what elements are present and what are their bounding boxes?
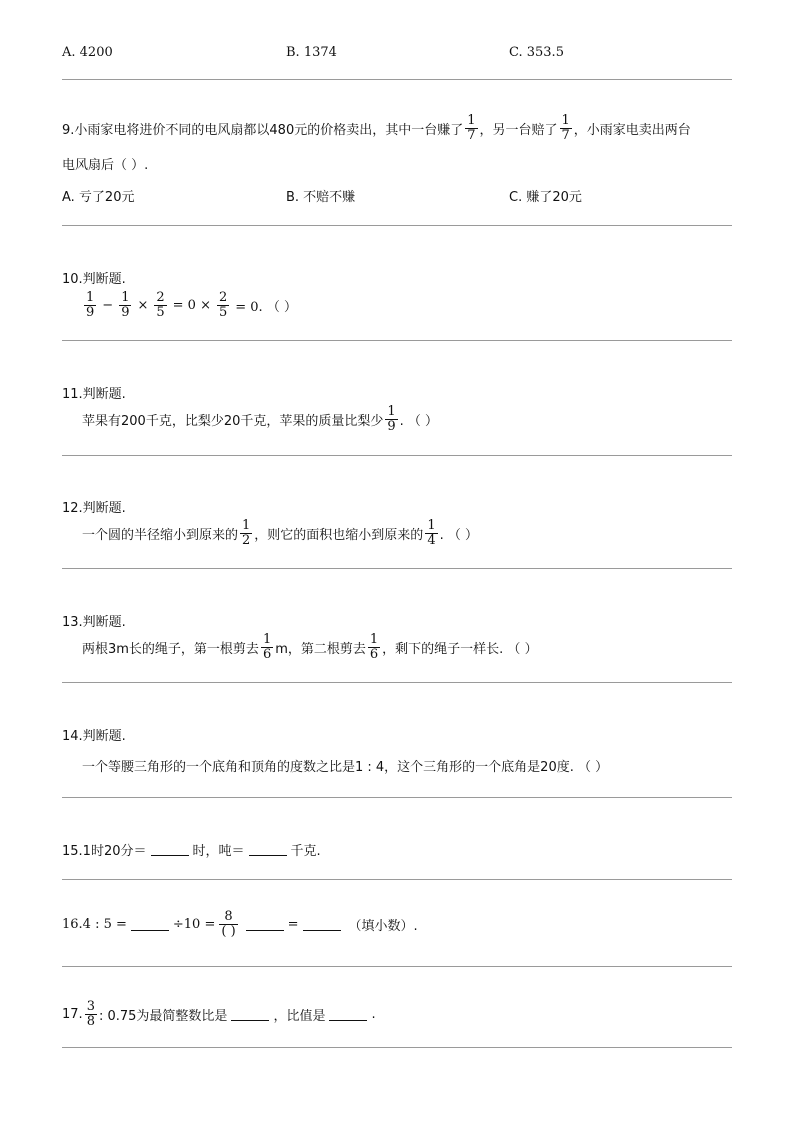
q11-text-2: . （ ） [399, 414, 439, 429]
fraction-denominator: 2 [242, 533, 251, 548]
divider [62, 1047, 732, 1048]
q12-stem [82, 519, 478, 548]
fraction-numerator: 1 [86, 290, 95, 305]
q9-text-1: 9.小雨家电将进价不同的电风扇都以480元的价格卖出，其中一台赚了 [62, 123, 464, 138]
q12-fraction-2 [425, 519, 437, 548]
q16-text-2: ÷10 = [172, 917, 216, 932]
q10-fraction-2 [119, 291, 131, 320]
q8-option-c[interactable]: C. 353.5 [509, 45, 564, 60]
q17-text-3: ，比值是 [273, 1009, 326, 1024]
q13-text-3: ，剩下的绳子一样长. （ ） [382, 642, 538, 657]
q15-text-2: 时，吨＝ [192, 844, 245, 859]
q9-stem-line2: 电风扇后（ ）. [62, 158, 149, 173]
divider [62, 79, 732, 80]
q17-text-1: 17. [62, 1007, 83, 1022]
divider [62, 797, 732, 798]
q13-title: 13.判断题. [62, 615, 126, 630]
divider [62, 879, 732, 880]
fraction-denominator: 9 [86, 305, 95, 320]
q12-text-3: . （ ） [439, 528, 478, 543]
fraction-denominator: 8 [86, 1014, 95, 1029]
answer-blank[interactable] [303, 918, 341, 931]
fraction-numerator: 1 [387, 404, 396, 419]
q12-text-1: 一个圆的半径缩小到原来的 [82, 528, 239, 543]
q11-title: 11.判断题. [62, 387, 126, 402]
q15-text-3: 千克. [290, 844, 321, 859]
q16-text-1: 16.4 : 5 = [62, 917, 127, 932]
answer-blank[interactable] [131, 918, 169, 931]
q12-text-2: ，则它的面积也缩小到原来的 [254, 528, 424, 543]
fraction-denominator: 9 [121, 305, 130, 320]
fraction-numerator: 1 [369, 632, 379, 647]
times-sign: × [137, 298, 149, 313]
q9-option-b[interactable]: B. 不赔不赚 [286, 190, 356, 205]
answer-blank[interactable] [249, 843, 287, 856]
q17-fraction-1 [85, 1000, 97, 1029]
minus-sign: − [102, 298, 114, 313]
divider [62, 966, 732, 967]
q17-text-4: . [371, 1007, 376, 1022]
q14-title: 14.判断题. [62, 729, 126, 744]
fraction-numerator: 1 [561, 113, 570, 128]
q10-tail: = 0. （ ） [235, 300, 297, 315]
q9-option-c[interactable]: C. 赚了20元 [509, 190, 582, 205]
fraction-numerator: 1 [427, 518, 436, 533]
q11-fraction-1 [385, 405, 397, 434]
answer-blank[interactable] [151, 843, 189, 856]
fraction-denominator: 5 [156, 305, 165, 320]
q16-text-3: = [287, 917, 299, 932]
divider [62, 455, 732, 456]
q9-text-2: ，另一台赔了 [479, 123, 558, 138]
q15-text-1: 15.1时20分＝ [62, 844, 147, 859]
q14-stem: 一个等腰三角形的一个底角和顶角的度数之比是1 : 4，这个三角形的一个底角是20度. （ ） [82, 760, 609, 775]
q13-text-2: m，第二根剪去 [275, 642, 366, 657]
q9-stem [62, 114, 691, 143]
q13-fraction-2 [368, 633, 380, 662]
q17-text-2: : 0.75为最简整数比是 [98, 1009, 228, 1024]
answer-blank[interactable] [231, 1008, 269, 1021]
fraction-numerator: 2 [156, 290, 165, 305]
q12-fraction-1 [240, 519, 252, 548]
fraction-numerator: 8 [224, 909, 233, 924]
fraction-denominator: 6 [262, 647, 272, 662]
q13-stem [82, 633, 538, 662]
q13-fraction-1 [261, 633, 273, 662]
q12-title: 12.判断题. [62, 501, 126, 516]
q11-text-1: 苹果有200千克，比梨少20千克，苹果的质量比梨少 [82, 414, 384, 429]
fraction-denominator: 4 [427, 533, 436, 548]
answer-blank[interactable] [246, 918, 284, 931]
fraction-numerator: 1 [262, 632, 272, 647]
divider [62, 225, 732, 226]
q16-stem [62, 910, 418, 939]
fraction-numerator: 3 [86, 999, 95, 1014]
divider [62, 340, 732, 341]
q9-fraction-1 [465, 114, 477, 143]
q8-option-a[interactable]: A. 4200 [62, 45, 113, 60]
fraction-numerator: 1 [467, 113, 476, 128]
q10-fraction-4 [217, 291, 229, 320]
q10-equals-part: = 0 × [172, 298, 211, 313]
q16-fraction-1 [219, 910, 237, 939]
q11-stem [82, 405, 438, 434]
q8-option-b[interactable]: B. 1374 [286, 45, 337, 60]
q9-fraction-2 [560, 114, 572, 143]
fraction-numerator: 2 [218, 290, 228, 305]
fraction-denominator[interactable]: ( ) [221, 924, 236, 939]
answer-blank[interactable] [329, 1008, 367, 1021]
fraction-denominator: 7 [561, 128, 570, 143]
q17-stem [62, 1000, 376, 1029]
q10-equation [82, 291, 297, 320]
q10-title: 10.判断题. [62, 272, 126, 287]
q10-fraction-3 [154, 291, 166, 320]
fraction-numerator: 1 [242, 518, 251, 533]
divider [62, 682, 732, 683]
fraction-denominator: 7 [467, 128, 476, 143]
q15-stem [62, 840, 321, 859]
divider [62, 568, 732, 569]
fraction-numerator: 1 [121, 290, 130, 305]
fraction-denominator: 6 [369, 647, 379, 662]
q13-text-1: 两根3m长的绳子，第一根剪去 [82, 642, 259, 657]
fraction-denominator: 5 [218, 305, 228, 320]
q9-option-a[interactable]: A. 亏了20元 [62, 190, 135, 205]
q16-text-4: （填小数）. [348, 919, 418, 934]
fraction-denominator: 9 [387, 419, 396, 434]
q9-text-3: ，小雨家电卖出两台 [573, 123, 691, 138]
q10-fraction-1 [84, 291, 96, 320]
